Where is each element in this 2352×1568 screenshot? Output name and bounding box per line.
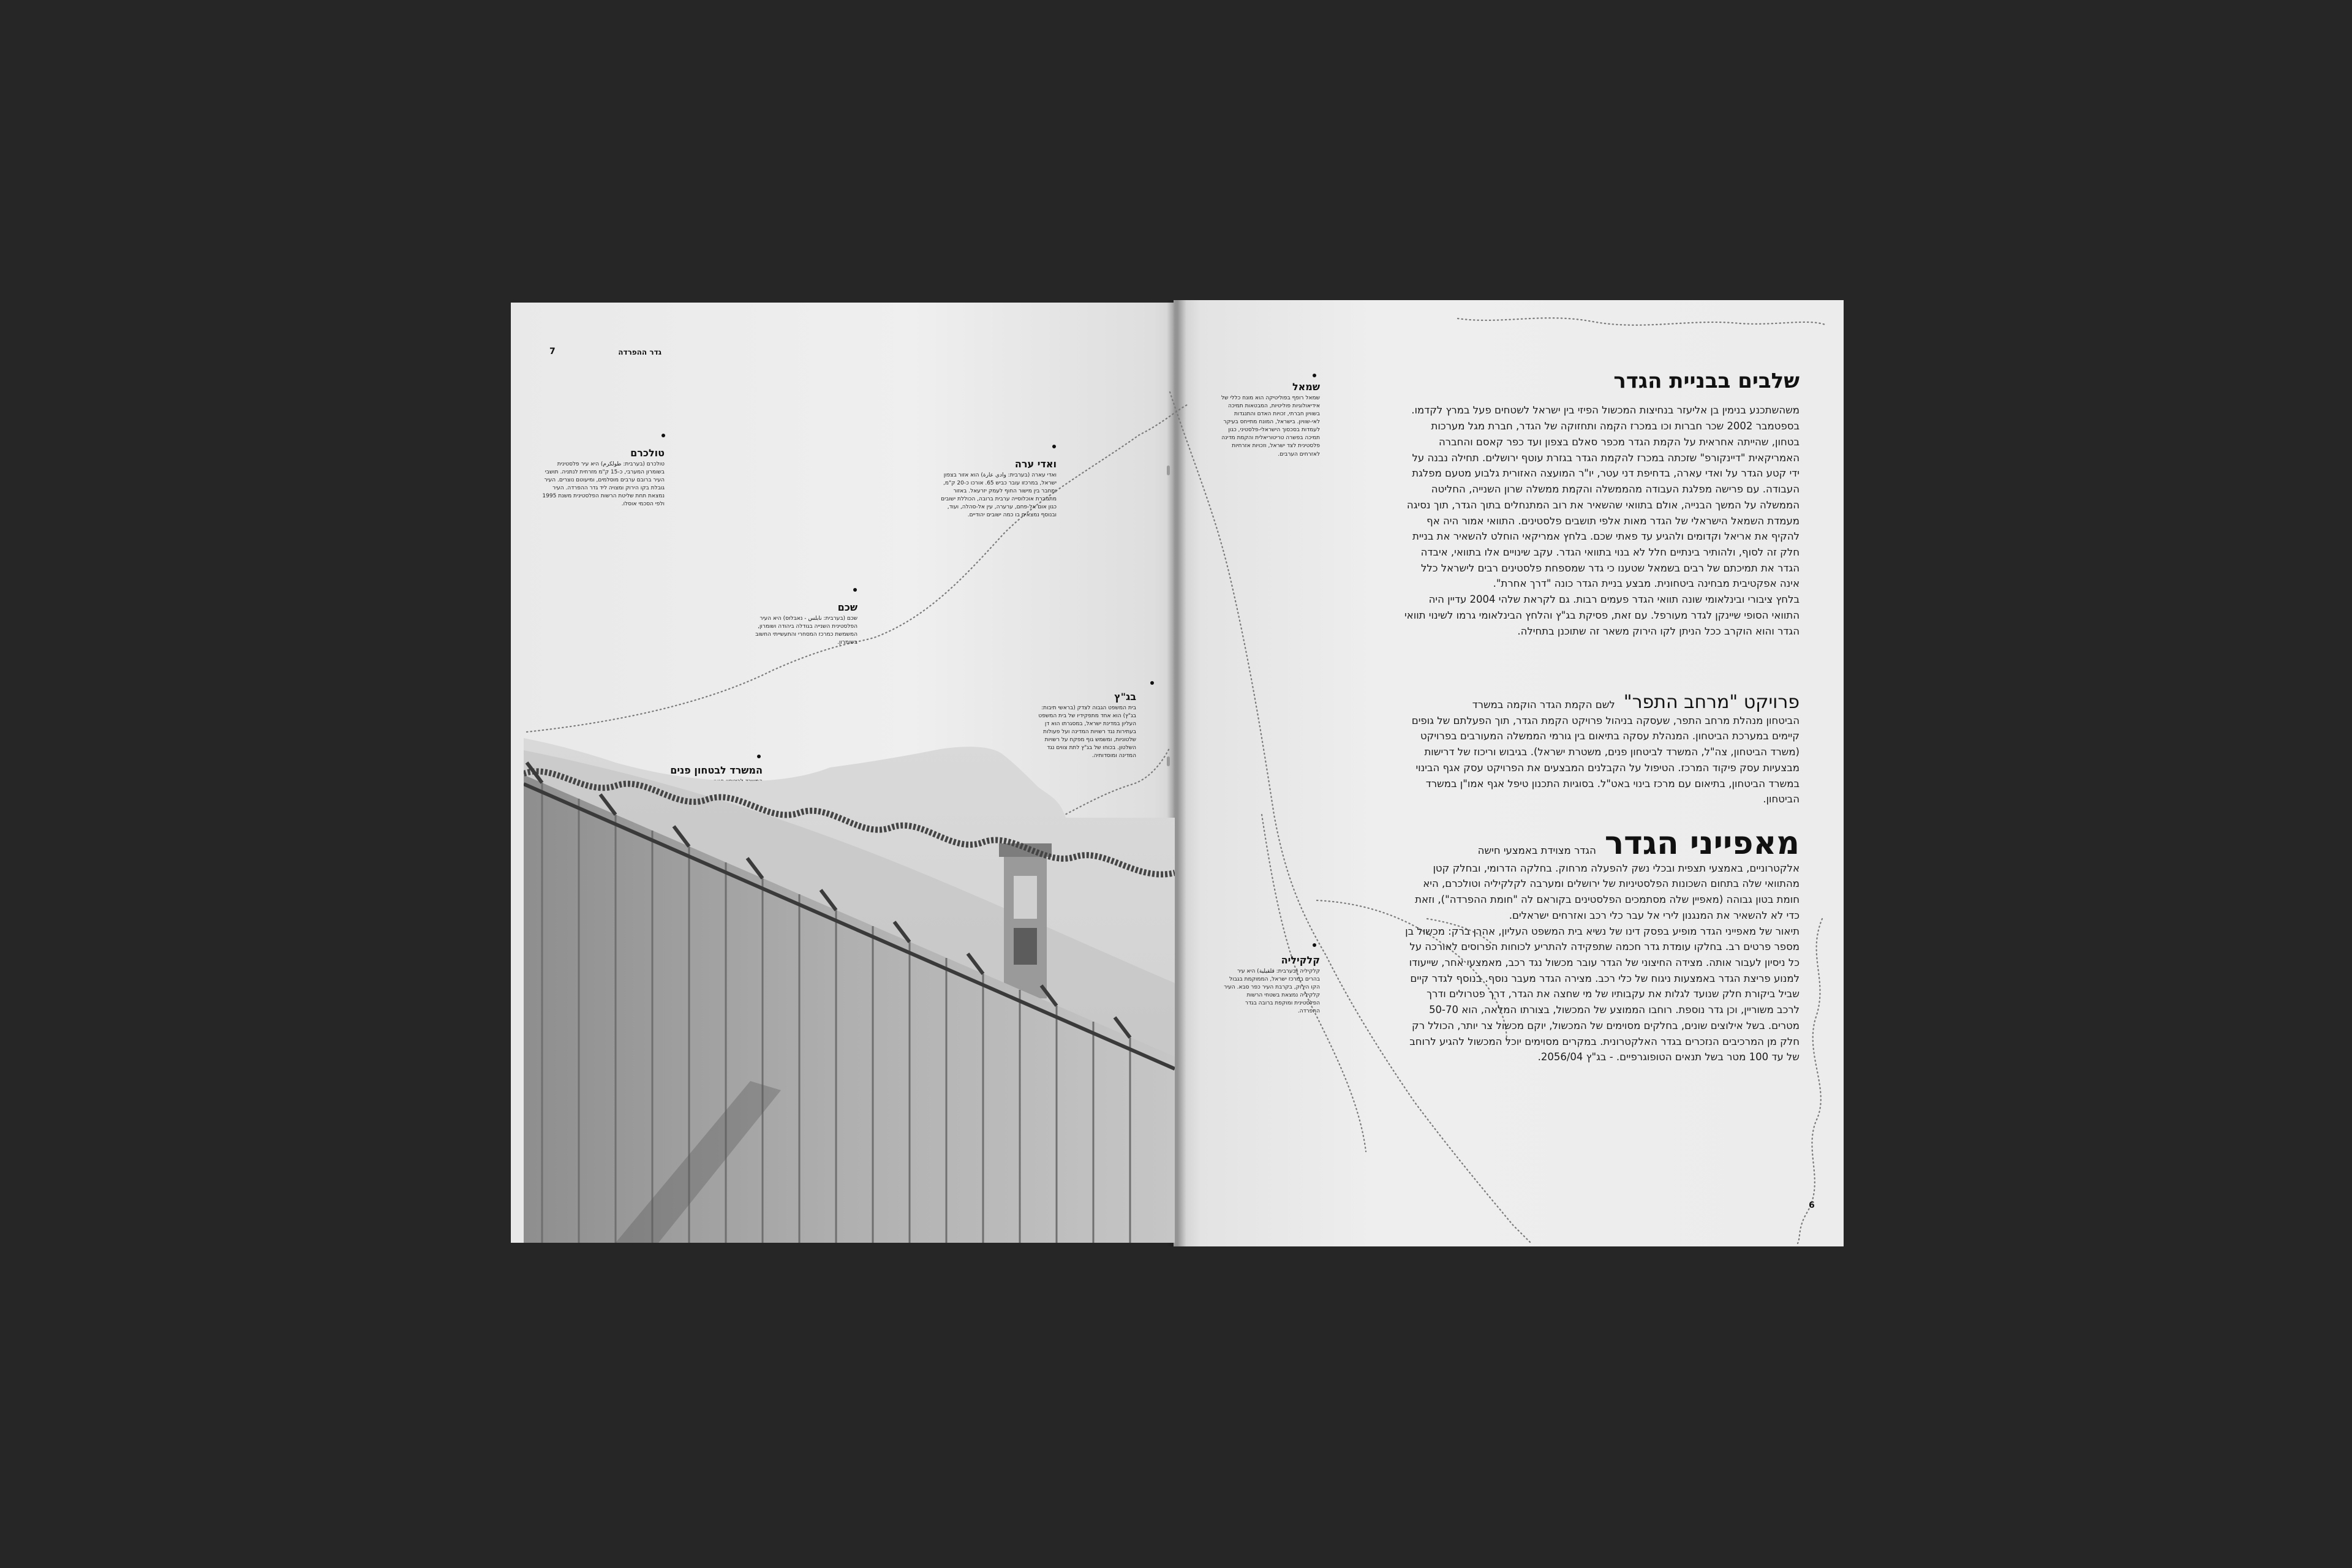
label-title: המשרד לבטחון פנים	[670, 764, 763, 776]
map-point-dot	[1313, 943, 1316, 947]
section-heading: פרויקט "מרחב התפר"	[1623, 692, 1800, 713]
label-left-wing	[1216, 381, 1320, 459]
section-paragraph: בלחץ ציבורי ובינלאומי שונה תוואי הגדר פעמים רבות. גם לקראת שלהי 2004 עדיין היה התוואי הסופי שיינקן לגדר מעורפל. עם זאת, פסיקת בג"ץ והלחץ הבינלאומי גרמו לשינוי תוואי הגדר והוא הוקרב ככל הניתן לקו הירוק משאר זה שתוכנן בתחילה.	[1404, 594, 1800, 637]
page-number-right: 6	[1809, 1200, 1815, 1210]
label-title: בג"ץ	[1114, 691, 1136, 703]
label-title: טולכרם	[630, 447, 665, 459]
section-paragraph: תיאור של מאפייני הגדר מופיע בפסק דינו של נשיא בית המשפט העליון, אהרן ברק: מכשול בן מספר פרטים רב. בחלקו עומדת גדר חכמה שתפקידה להתריע לכוחות הפרוסים לאורכה על כל ניסיון לעבור אותה. מצידה החיצוני של הגדר עובר מכשול נגד רכב, מאמצעי אחר, שייעודו למנוע פריצת הגדר באמצעות ניגוח של כלי רכב. מצירה הגדר מעבר נוסף. בנוסף לגדר קיים שביל ביקורת חלק שנועד לגלות את עקבותיו של מי שחצה את הגדר, דרך פטרולים ודרך לרכב משוריין, וכן גדר נוספת. רוחבו הממוצע של המכשול, בצורתו המלאה, הוא 50-70 מטרים. בשל אילוצים שונים, בחלקים מסוימים של המכשול, יוקם מכשול צר יותר, הכולל רק חלק מן המרכיבים הנזכרים בגדר האלקטרונית. במקרים מסוימים יוכל המכשול להגיע לרוחב של עד 100 מטר בשל תנאים הטופוגרפיים. - בג"ץ 2056/04.	[1405, 925, 1800, 1063]
label-title: קלקיליה	[1281, 954, 1320, 966]
label-title: שכם	[837, 601, 858, 613]
map-point-dot	[662, 434, 665, 437]
label-body: ואדי עארה (בערבית: وادي عارة) הוא אזור בצפון ישראל, במרכזו עובר כביש 65. אורכו כ-20 ק"מ, ומחבר בין מישור החוף לעמק יזרעאל. באזור מתגוררת אוכלוסייה ערבית ברובה, הכוללת ישובים כגון אום אל-פחם, ערערה, עין אל-סהלה, ועוד, ובנוסף נמצאים בו כמה ישובים יהודיים.	[941, 472, 1057, 519]
map-point-dot	[1150, 681, 1154, 685]
section-paragraph: אלקטרוניים, באמצעי תצפית ובכלי נשק להפעלה מרחוק. בחלקה הדרומי, ובחלק קטן מהתוואי שלה בתחום השכונות הפלסטיניות של ירושלים ומערבה לקלקיליה וטולכרם, היא חומת בטון גבוהה (מאפיין שלה מסתמכים הפלסטינים בקוראם לה "חומת ההפרדה"), וזאת כדי לא להשאיר את המנגנון לירי אל עבר כלי רכב ואזרחים ישראלים.	[1415, 862, 1800, 921]
map-point-dot	[1313, 374, 1316, 377]
section-intro: לשם הקמת הגדר הוקמה במשרד	[1472, 699, 1615, 710]
page-number-left: 7	[549, 347, 556, 356]
label-body: שכם (בערבית: نابلس - נאבּלוּס) היא העיר הפלסטינית השנייה בגודלה ביהודה ושומרון, המשמשת כמרכז המסחרי והתעשייתי החשוב בשומרון.	[755, 616, 858, 646]
section-heading: שלבים בבניית הגדר	[1613, 369, 1800, 393]
section-paragraph: משהשתכנע בנימין בן אליעזר בנחיצות המכשול הפיזי בין ישראל לשטחים פעל במרץ לקדמו. בספטמבר 2002 שכר חברות וכו במכרז הקמה ותחזוקה של הגדר, חברת מגל מערכות בטחון, שהייתה אחראית על הקמת הגדר מכפר סאלם בצפון ועד כפר קאסם והחברה האמריקאית "דיינקורפ" שזכתה במכרז להקמת הגדר בגזרת עוטף ירושלים. תחילה נבנה על ידי קטע הגדר על ואדי עארה, בדחיפת דני עטר, יו"ר המועצה האזורית גלבוע מטעם מפלגת העבודה. עם פרישה מפלגת העבודה מהממשלה והקמת ממשלה שרון השנייה, החליטה הממשלה על המשך הבנייה, אולם בתוואי שהשאיר את רוב המתנחלים בתוך הגדר, תוך נסיגה מעמדת השמאל הישראלי של הגדר מאות אלפי תושבים פלסטינים. התוואי אמור היה אף להקיף את אריאל וקדומים ולהגיע עד פאתי שכם. בלחץ אמריקאי הוחלט להשאיר את בניית חלק זה לסוף, ולהותיר בינתיים חלל לא בנוי בתוואי הגדר. עקב שינויים אלו בתוואי, איבדה הגדר את תמיכתם של רבים בשמאל שטענו כי גדר שמספחת פלסטינים רבים לישראל כלל אינה אפקטיבית מבחינה ביטחונית. מבצע בניית הגדר כונה "דרך אחרת".	[1406, 404, 1800, 590]
map-point-dot	[853, 588, 857, 592]
section-stages	[1403, 370, 1800, 639]
map-point-dot	[1052, 445, 1056, 448]
section-heading: מאפייני הגדר	[1604, 825, 1800, 862]
label-nablus	[753, 601, 858, 647]
label-tulkarm	[539, 447, 665, 508]
label-qalqilya	[1222, 954, 1320, 1016]
label-wadi-ara	[937, 458, 1057, 519]
label-title: שמאל	[1292, 381, 1320, 393]
label-title: ואדי ערה	[1014, 458, 1057, 470]
separation-wall-photo	[524, 738, 1175, 1243]
running-title: גדר ההפרדה	[618, 348, 662, 356]
label-body: בית המשפט הגבוה לצדק (בראשי תיבות: בג"ץ) הוא אחד מתפקידיו של בית המשפט העליון במדינת ישראל, במסגרתו הוא דן בעתירות נגד רשויות המדינה ועל פעולות שלטוניות, ומשמש גוף מפקח על רשויות השלטון. בכוחו של בג"ץ לתת צווים נגד המדינה ומוסדותיה.	[1038, 705, 1136, 760]
label-body: טולכרם (בערבית: طولكرم) היא עיר פלסטינית בשומרון המערבי, כ-15 ק"מ מזרחית לנתניה. תושבי העיר ברובם ערבים מוסלמים, ומיעוטם נוצרים. העיר גובלת בקו הירוק ומצויה ליד גדר ההפרדה. העיר נמצאת תחת שליטת הרשות הפלסטינית משנת 1995 ולפי הסכמי אוסלו.	[542, 461, 665, 508]
section-seam-zone	[1403, 692, 1800, 807]
section-paragraph: הביטחון מנהלת מרחב התפר, שעסקה בניהול פרויקט הקמת הגדר, תוך הפעלתם של גופים קיימים במערכת הביטחון. המנהלת עסקה בתיאום בין גורמי הממשלה המעורבים בפרויקט (משרד הביטחון, צה"ל, המשרד לביטחון פנים, משטרת ישראל). בגיבוש וריכוז של דרישות מבצעיות עסק פיקוד המרכז. הטיפול על הקבלנים המבצעים את הפרויקט עסק אגף הבינוי במשרד הביטחון, בתיאום עם מרכז בינוי באט"ל. בסוגיות התכנון טיפל אגף אמו"ן במשרד הביטחון.	[1411, 714, 1800, 805]
section-intro: הגדר מצוידת באמצעי חישה	[1477, 845, 1596, 856]
section-fence-features	[1403, 827, 1800, 1065]
label-body: שמאל רופף בפוליטיקה הוא מונח כללי של אידיאולוגיות פוליטיות, המבטאות תמיכה בשוויון חברתי, זכויות האדם והתנגדות לאי-שוויון. בישראל, המונח מתייחס בעיקר לעמדות בסכסוך הישראלי-פלסטיני, כגון תמיכה בפשרה טריטוריאלית והקמת מדינה פלסטינית לצד ישראל, וזכויות אזרחיות לאזרחים הערבים.	[1221, 395, 1320, 458]
label-body: קלקיליה (בערבית: قلقيلية) היא עיר בהרים במרכז ישראל, הממוקמת בגבול הקו הירוק, בקרבת העיר כפר סבא. העיר קלקיליה נמצאת בשטחי הרשות הפלסטינית ומוקפת ברובה בגדר ההפרדה.	[1224, 968, 1320, 1015]
